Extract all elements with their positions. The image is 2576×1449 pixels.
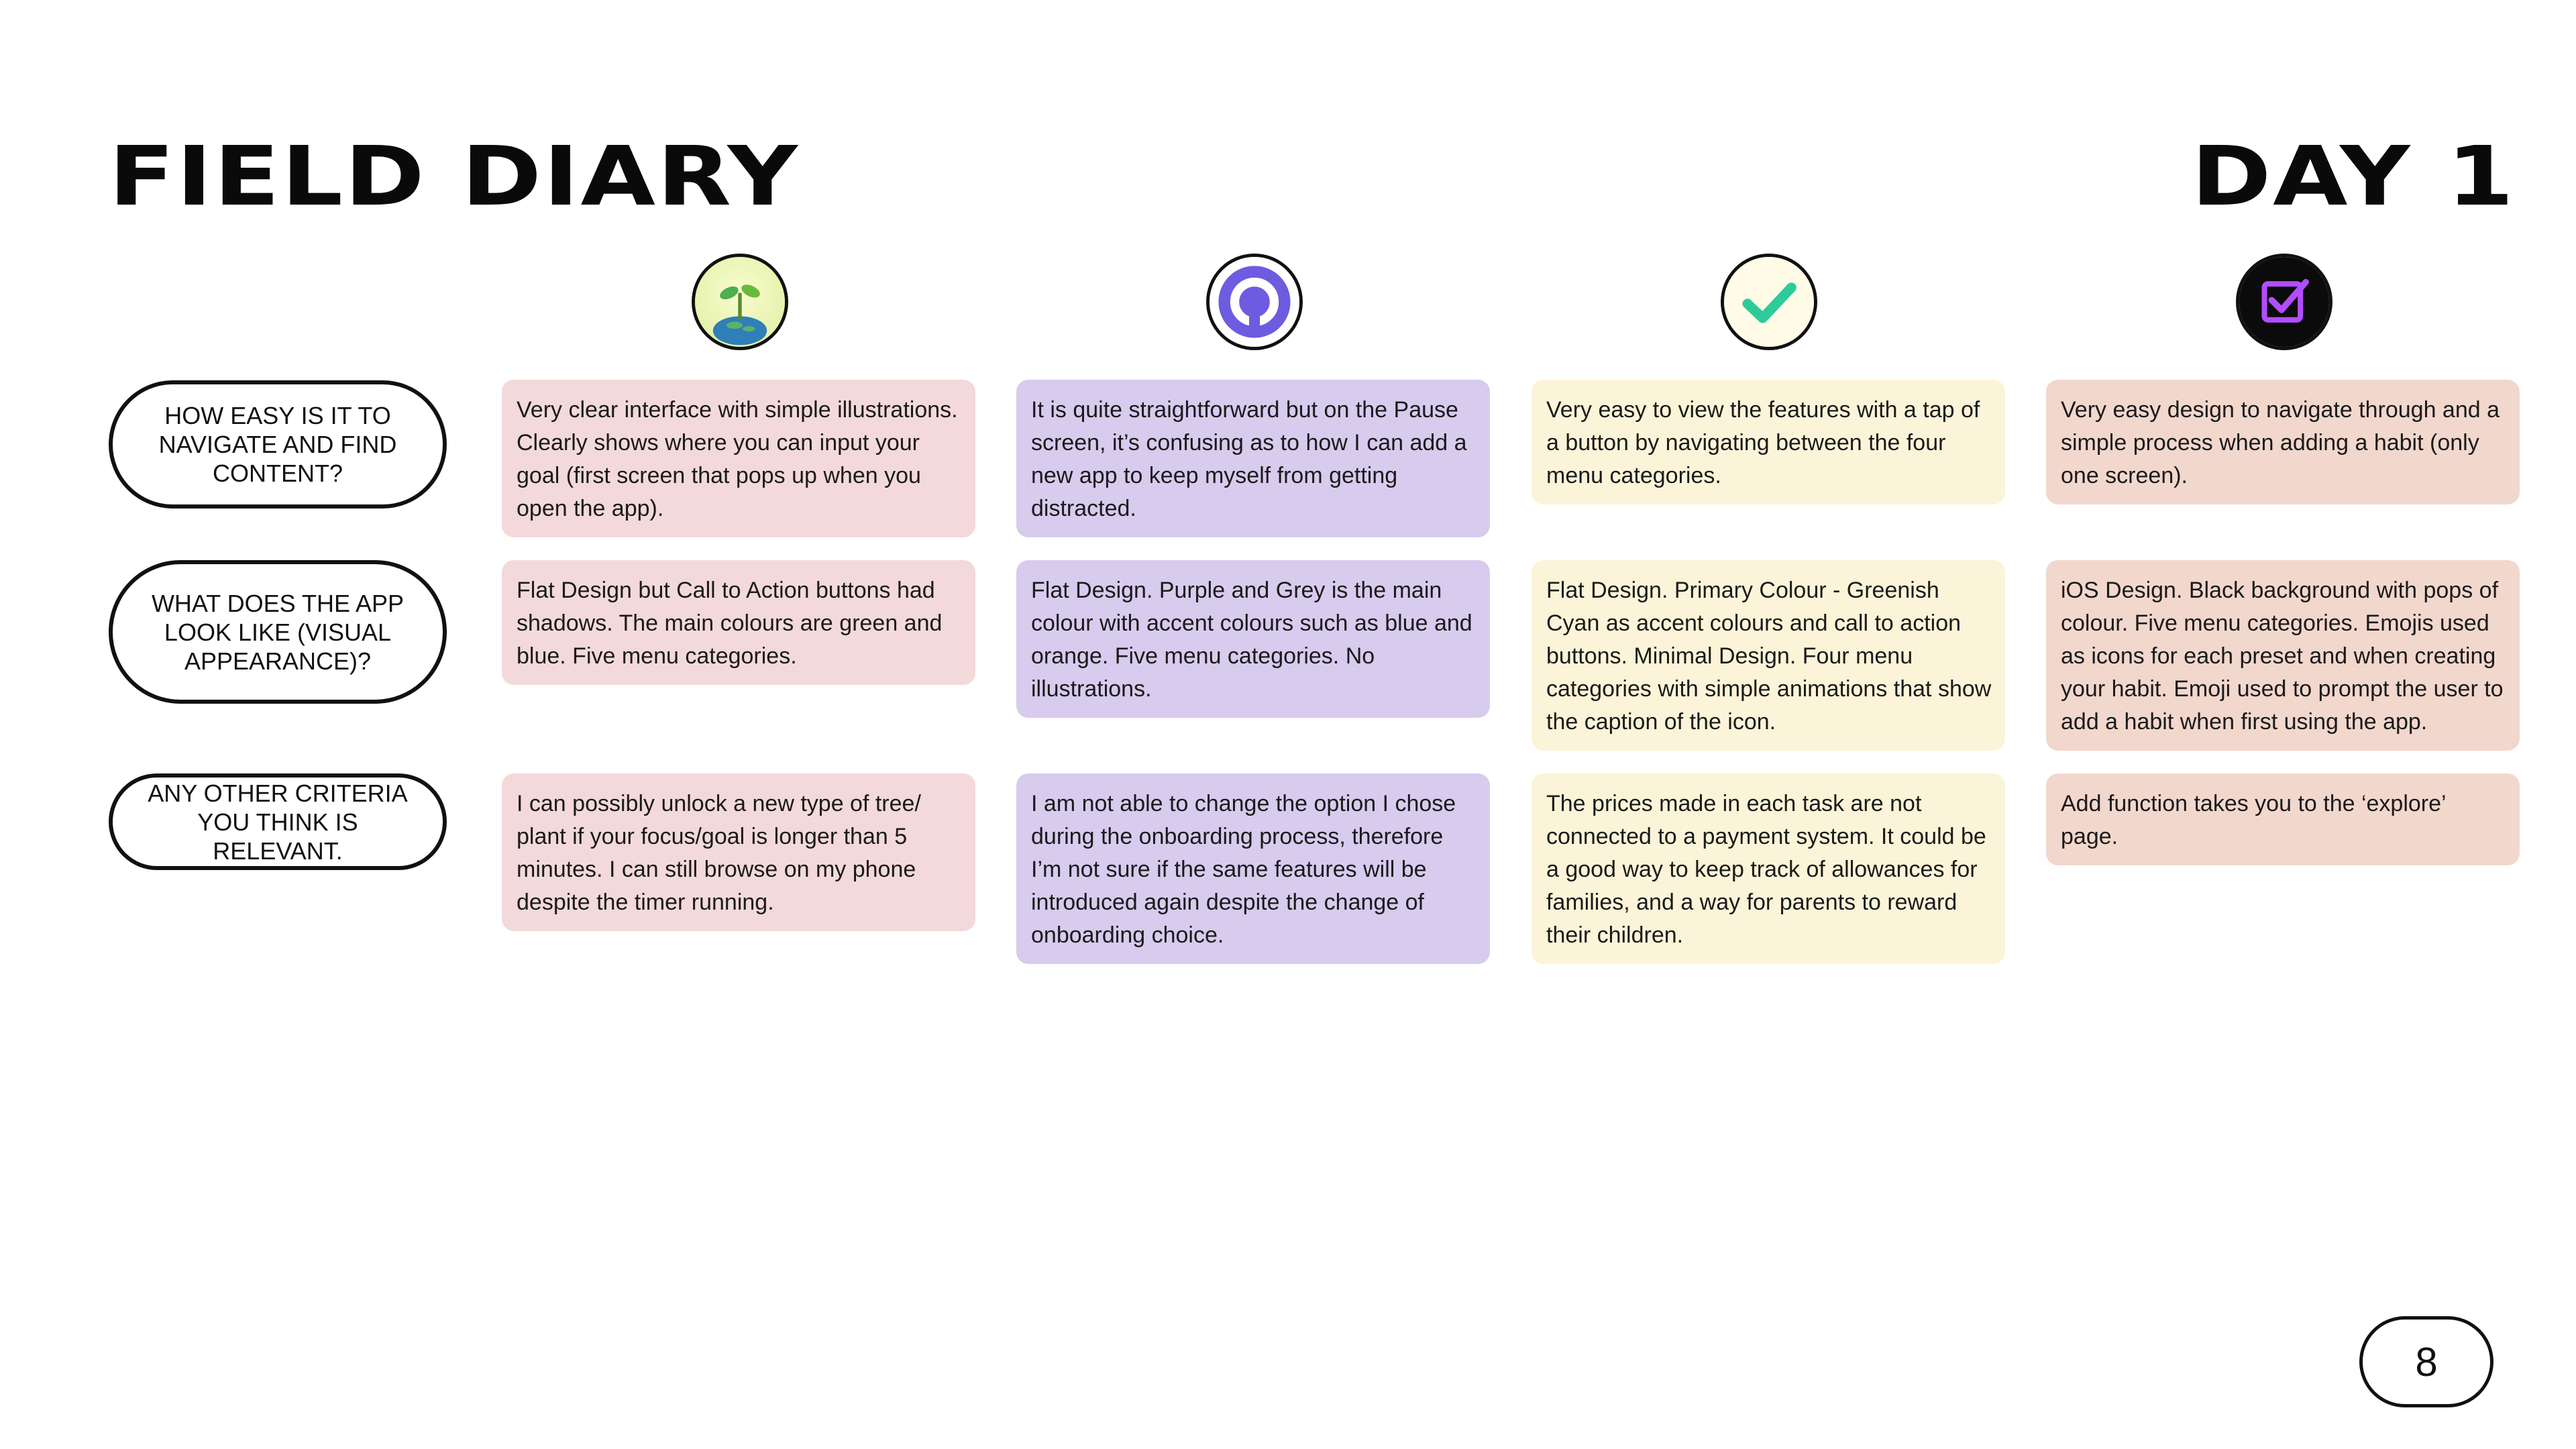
day-label: DAY 1 — [2191, 129, 2516, 224]
page-title: FIELD DIARY — [109, 129, 800, 224]
note-app2-other: I am not able to change the option I chose during the onboarding process, therefore I’m not sure if the same features will be introduced again despite the change of onboarding choice. — [1016, 773, 1490, 964]
seedling-on-globe-icon — [692, 254, 788, 350]
note-app1-other: I can possibly unlock a new type of tree/ plant if your focus/goal is longer than 5 minutes. I can still browse on my phone despite the timer running. — [502, 773, 975, 931]
note-app2-navigation: It is quite straightforward but on the Pause screen, it’s confusing as to how I can add a new app to keep myself from getting distracted. — [1016, 380, 1490, 537]
note-app3-other: The prices made in each task are not connected to a payment system. It could be a good way to keep track of allowances for families, and a way for parents to reward their children. — [1532, 773, 2005, 964]
criteria-appearance: WHAT DOES THE APP LOOK LIKE (VISUAL APPEARANCE)? — [109, 560, 447, 704]
note-app1-navigation: Very clear interface with simple illustrations. Clearly shows where you can input your goal (first screen that pops up when you open the app). — [502, 380, 975, 537]
purple-ring-icon — [1206, 254, 1303, 350]
criteria-navigation: HOW EASY IS IT TO NAVIGATE AND FIND CONTENT? — [109, 380, 447, 508]
note-app2-appearance: Flat Design. Purple and Grey is the main colour with accent colours such as blue and orange. Five menu categories. No illustrations. — [1016, 560, 1490, 718]
green-checkmark-icon — [1721, 254, 1817, 350]
note-app4-navigation: Very easy design to navigate through and a simple process when adding a habit (only one screen). — [2046, 380, 2520, 504]
criteria-other: ANY OTHER CRITERIA YOU THINK IS RELEVANT. — [109, 773, 447, 870]
note-app1-appearance: Flat Design but Call to Action buttons had shadows. The main colours are green and blue. Five menu categories. — [502, 560, 975, 685]
note-app4-appearance: iOS Design. Black background with pops of colour. Five menu categories. Emojis used as icons for each preset and when creating your habit. Emoji used to prompt the user to add a habit when first using the app. — [2046, 560, 2520, 751]
note-app3-appearance: Flat Design. Primary Colour - Greenish Cyan as accent colours and call to action buttons. Minimal Design. Four menu categories with simple animations that show the caption of the icon. — [1532, 560, 2005, 751]
purple-checkbox-icon — [2236, 254, 2332, 350]
page-number: 8 — [2359, 1316, 2493, 1407]
note-app4-other: Add function takes you to the ‘explore’ page. — [2046, 773, 2520, 865]
note-app3-navigation: Very easy to view the features with a tap of a button by navigating between the four menu categories. — [1532, 380, 2005, 504]
